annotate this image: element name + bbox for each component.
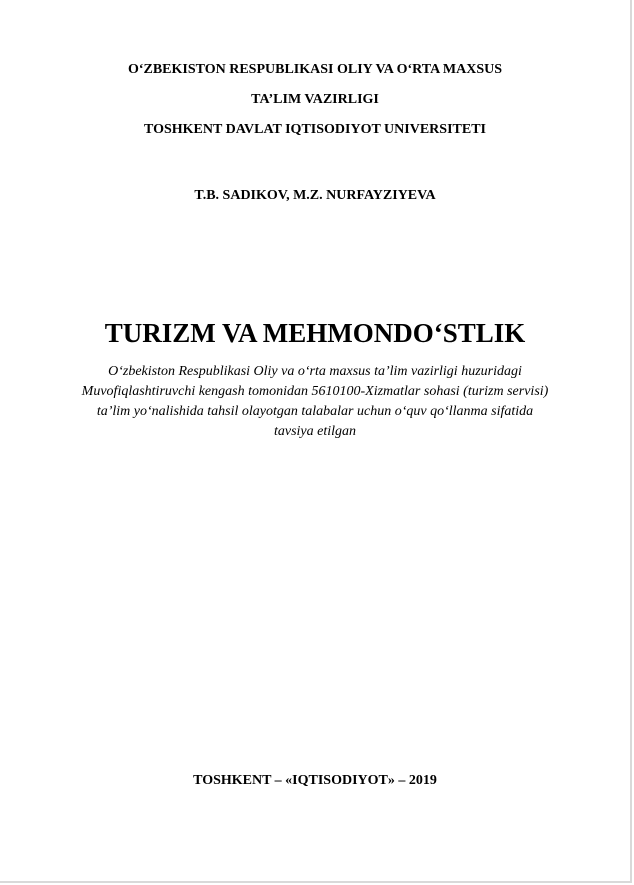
authors: T.B. SADIKOV, M.Z. NURFAYZIYEVA [194,188,436,203]
subtitle-line-3: ta’lim yo‘nalishida tahsil olayotgan talabalar uchun o‘quv qo‘llanma sifatida [96,404,534,419]
ministry-line-2: TA’LIM VAZIRLIGI [251,92,379,107]
book-title: TURIZM VA MEHMONDO‘STLIK [104,318,526,348]
publisher-footer: TOSHKENT – «IQTISODIYOT» – 2019 [193,773,437,788]
subtitle-line-4: tavsiya etilgan [273,424,357,439]
subtitle-line-2: Muvofiqlashtiruvchi kengash tomonidan 5610100-Xizmatlar sohasi (turizm servisi) [81,384,549,399]
university-name: TOSHKENT DAVLAT IQTISODIYOT UNIVERSITETI [144,122,486,137]
subtitle-line-1: O‘zbekiston Respublikasi Oliy va o‘rta maxsus ta’lim vazirligi huzuridagi [108,364,522,379]
ministry-line-1: O‘ZBEKISTON RESPUBLIKASI OLIY VA O‘RTA MAXSUS [127,62,503,77]
